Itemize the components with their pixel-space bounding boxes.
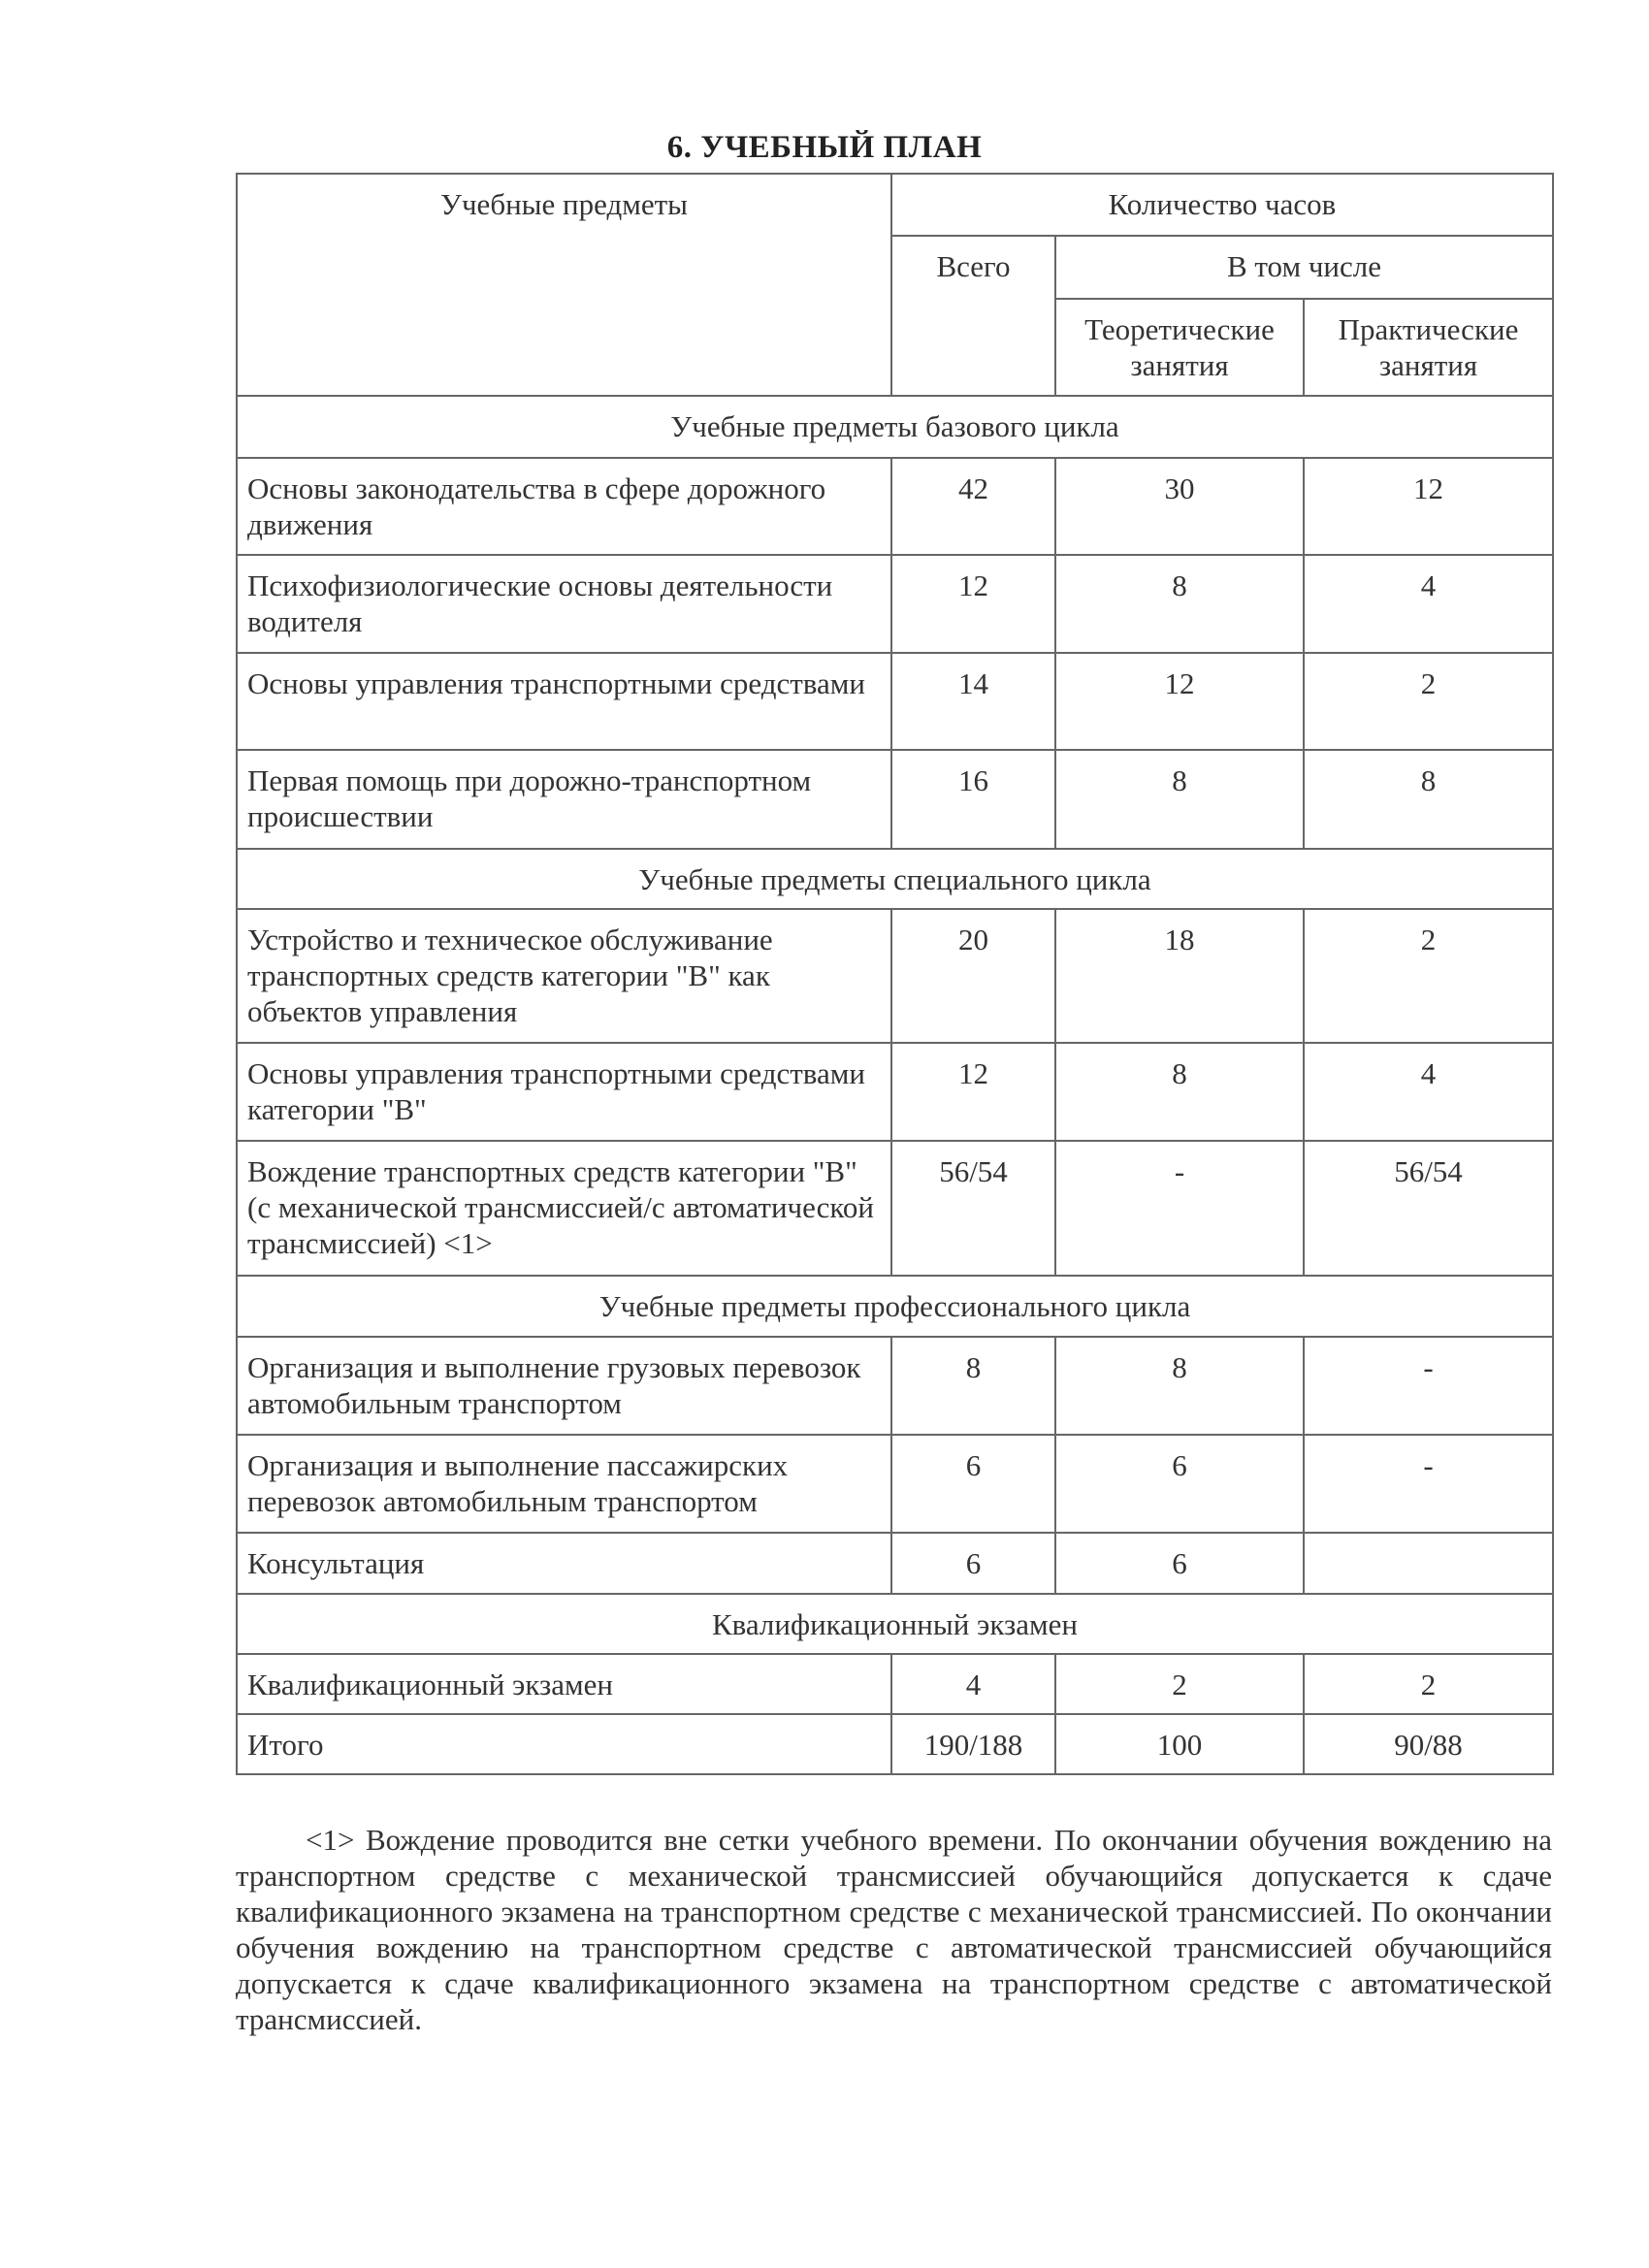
header-total: Всего — [891, 236, 1055, 396]
subject-name: Первая помощь при дорожно-транспортном происшествии — [237, 750, 891, 849]
hours-practice — [1304, 1533, 1553, 1594]
hours-total: 6 — [891, 1533, 1055, 1594]
hours-practice: - — [1304, 1435, 1553, 1533]
hours-practice: 4 — [1304, 555, 1553, 653]
hours-theory: 12 — [1055, 653, 1304, 750]
subject-name: Основы управления транспортными средствами — [237, 653, 891, 750]
hours-theory: 30 — [1055, 458, 1304, 555]
hours-practice: 2 — [1304, 653, 1553, 750]
total-row — [237, 1714, 1553, 1774]
hours-total: 16 — [891, 750, 1055, 849]
header-hours: Количество часов — [891, 174, 1553, 236]
table-row — [237, 653, 1553, 750]
table-row — [237, 1654, 1553, 1714]
table-row — [237, 750, 1553, 849]
hours-theory: - — [1055, 1141, 1304, 1276]
hours-practice: 12 — [1304, 458, 1553, 555]
table-row — [237, 1533, 1553, 1594]
hours-total: 12 — [891, 1043, 1055, 1141]
hours-total: 42 — [891, 458, 1055, 555]
section-row — [237, 396, 1553, 458]
table-row — [237, 1337, 1553, 1435]
subject-name: Основы управления транспортными средствами категории "B" — [237, 1043, 891, 1141]
hours-theory: 6 — [1055, 1533, 1304, 1594]
hours-practice: 2 — [1304, 1654, 1553, 1714]
section-title: Учебные предметы базового цикла — [237, 396, 1553, 458]
hours-total: 4 — [891, 1654, 1055, 1714]
header-theory: Теоретические занятия — [1055, 299, 1304, 396]
hours-theory: 8 — [1055, 750, 1304, 849]
header-including: В том числе — [1055, 236, 1553, 299]
hours-theory: 8 — [1055, 555, 1304, 653]
subject-name: Вождение транспортных средств категории "B" (с механической трансмиссией/с автоматической трансмиссией) <1> — [237, 1141, 891, 1276]
total-practice: 90/88 — [1304, 1714, 1553, 1774]
hours-theory: 18 — [1055, 909, 1304, 1043]
page-title: 6. УЧЕБНЫЙ ПЛАН — [666, 130, 983, 165]
section-title: Учебные предметы профессионального цикла — [237, 1276, 1553, 1337]
subject-name: Организация и выполнение пассажирских перевозок автомобильным транспортом — [237, 1435, 891, 1533]
subject-name: Основы законодательства в сфере дорожного движения — [237, 458, 891, 555]
hours-total: 20 — [891, 909, 1055, 1043]
hours-practice: 2 — [1304, 909, 1553, 1043]
hours-total: 56/54 — [891, 1141, 1055, 1276]
header-practice: Практические занятия — [1304, 299, 1553, 396]
footnote — [236, 1822, 1552, 2037]
hours-practice: 4 — [1304, 1043, 1553, 1141]
subject-name: Психофизиологические основы деятельности водителя — [237, 555, 891, 653]
curriculum-table — [236, 173, 1554, 1775]
table-row — [237, 1043, 1553, 1141]
subject-name: Консультация — [237, 1533, 891, 1594]
hours-total: 14 — [891, 653, 1055, 750]
section-row — [237, 1594, 1553, 1654]
footnote-text: <1> Вождение проводится вне сетки учебного времени. По окончании обучения вождению на транспортном средстве с механической трансмиссией обучающийся допускается к сдаче квалификационного экзамена на транспортном средстве с механической трансмиссией. По окончании обучения вождению на транспортном средстве с автоматической трансмиссией обучающийся допускается к сдаче квалификационного экзамена на транспортном средстве с автоматической трансмиссией. — [236, 1823, 1552, 2036]
subject-name: Устройство и техническое обслуживание транспортных средств категории "B" как объектов управления — [237, 909, 891, 1043]
hours-practice: 56/54 — [1304, 1141, 1553, 1276]
table-row — [237, 1141, 1553, 1276]
header-subjects: Учебные предметы — [237, 174, 891, 396]
hours-total: 8 — [891, 1337, 1055, 1435]
section-title: Квалификационный экзамен — [237, 1594, 1553, 1654]
total-label: Итого — [237, 1714, 891, 1774]
table-row — [237, 555, 1553, 653]
total-hours: 190/188 — [891, 1714, 1055, 1774]
table-row — [237, 458, 1553, 555]
subject-name: Квалификационный экзамен — [237, 1654, 891, 1714]
hours-practice: - — [1304, 1337, 1553, 1435]
table-row — [237, 909, 1553, 1043]
hours-theory: 2 — [1055, 1654, 1304, 1714]
hours-practice: 8 — [1304, 750, 1553, 849]
total-theory: 100 — [1055, 1714, 1304, 1774]
section-title: Учебные предметы специального цикла — [237, 849, 1553, 909]
table-row — [237, 1435, 1553, 1533]
hours-total: 6 — [891, 1435, 1055, 1533]
hours-theory: 8 — [1055, 1043, 1304, 1141]
hours-total: 12 — [891, 555, 1055, 653]
hours-theory: 8 — [1055, 1337, 1304, 1435]
section-row — [237, 849, 1553, 909]
section-row — [237, 1276, 1553, 1337]
hours-theory: 6 — [1055, 1435, 1304, 1533]
subject-name: Организация и выполнение грузовых перевозок автомобильным транспортом — [237, 1337, 891, 1435]
